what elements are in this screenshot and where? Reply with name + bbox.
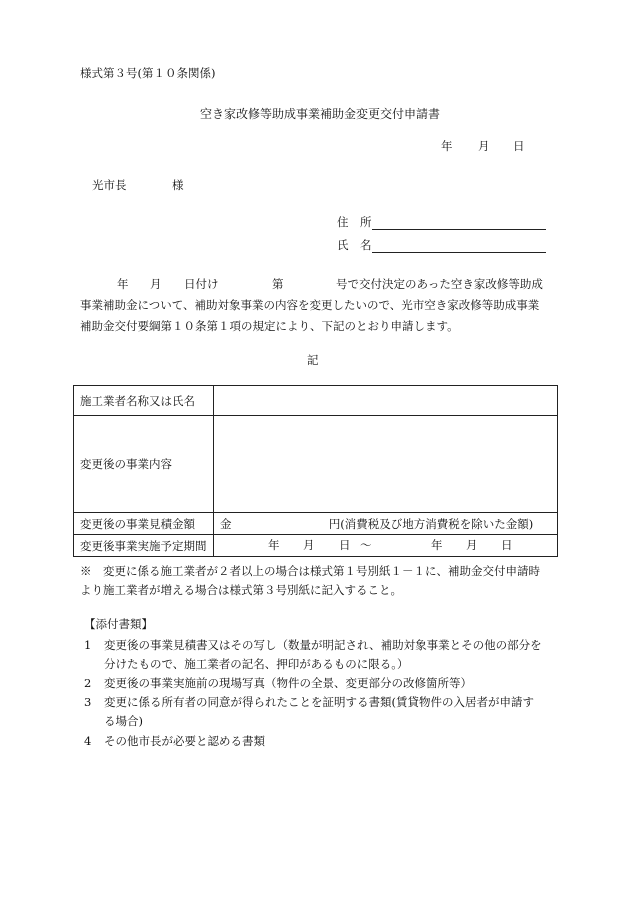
name-field-line[interactable]: [372, 252, 546, 253]
period-year2: 年: [431, 538, 443, 552]
table-row: [74, 513, 558, 535]
body-month: 月: [150, 277, 162, 291]
table-row: [74, 535, 558, 557]
document-title: 空き家改修等助成事業補助金変更交付申請書: [200, 107, 441, 121]
attachment-4-line1: その他市長が必要と認める書類: [104, 734, 265, 748]
period-tilde: ～: [360, 538, 372, 552]
period-year1: 年: [268, 538, 280, 552]
date-month-label: 月: [478, 139, 490, 153]
body-dai: 第: [272, 277, 284, 291]
address-label: 住 所: [337, 215, 372, 229]
attachment-num-2: 2: [84, 676, 92, 690]
estimate-label: 変更後の事業見積金額: [74, 513, 214, 535]
period-month1: 月: [303, 538, 315, 552]
attachment-2-line1: 変更後の事業実施前の現場写真（物件の全景、変更部分の改修箇所等）: [104, 676, 472, 690]
addressee-name: 光市長: [92, 178, 127, 192]
attachment-num-4: 4: [84, 734, 92, 748]
attachment-3-line1: 変更に係る所有者の同意が得られたことを証明する書類(賃貸物件の入居者が申請す: [104, 695, 534, 709]
contractor-value-cell[interactable]: [214, 386, 558, 416]
period-value-cell[interactable]: [214, 535, 558, 557]
period-day1: 日: [339, 538, 351, 552]
period-day2: 日: [501, 538, 513, 552]
period-label: 変更後事業実施予定期間: [74, 535, 214, 557]
estimate-prefix: 金: [220, 516, 232, 531]
body-date-suffix: 日付け: [184, 277, 219, 291]
attachment-3-line2: る場合): [104, 714, 143, 728]
attachment-num-1: 1: [84, 638, 92, 652]
date-year-label: 年: [441, 139, 453, 153]
estimate-value-cell[interactable]: [214, 513, 558, 535]
ki-heading: 記: [307, 353, 319, 367]
body-line2: 事業補助金について、補助対象事業の内容を変更したいので、光市空き家改修等助成事業: [80, 298, 540, 312]
attachment-num-3: 3: [84, 695, 92, 709]
period-month2: 月: [466, 538, 478, 552]
date-day-label: 日: [513, 139, 525, 153]
note-line2: より施工業者が増える場合は様式第３号別紙に記入すること。: [80, 583, 402, 597]
table-row: [74, 416, 558, 513]
body-year: 年: [117, 277, 129, 291]
body-line1-rest: 号で交付決定のあった空き家改修等助成: [336, 277, 543, 291]
contractor-label: 施工業者名称又は氏名: [74, 386, 214, 416]
name-label: 氏 名: [337, 238, 372, 252]
addressee-honorific: 様: [172, 178, 184, 192]
body-line3: 補助金交付要綱第１０条第１項の規定により、下記のとおり申請します。: [80, 319, 459, 333]
attachment-1-line2: 分けたもので、施工業者の記名、押印があるものに限る。）: [104, 657, 409, 671]
content-value-cell[interactable]: [214, 416, 558, 513]
attachments-heading: 【添付書類】: [84, 617, 153, 631]
table-row: [74, 386, 558, 416]
content-label: 変更後の事業内容: [74, 416, 214, 513]
attachment-1-line1: 変更後の事業見積書又はその写し（数量が明記され、補助対象事業とその他の部分を: [104, 638, 542, 652]
address-field-line[interactable]: [372, 229, 546, 230]
note-line1: ※ 変更に係る施工業者が２者以上の場合は様式第１号別紙１－１に、補助金交付申請時: [80, 564, 540, 578]
form-number: 様式第３号(第１０条関係): [80, 66, 216, 80]
application-table: [73, 385, 558, 557]
estimate-suffix: 円(消費税及び地方消費税を除いた金額): [328, 516, 534, 531]
